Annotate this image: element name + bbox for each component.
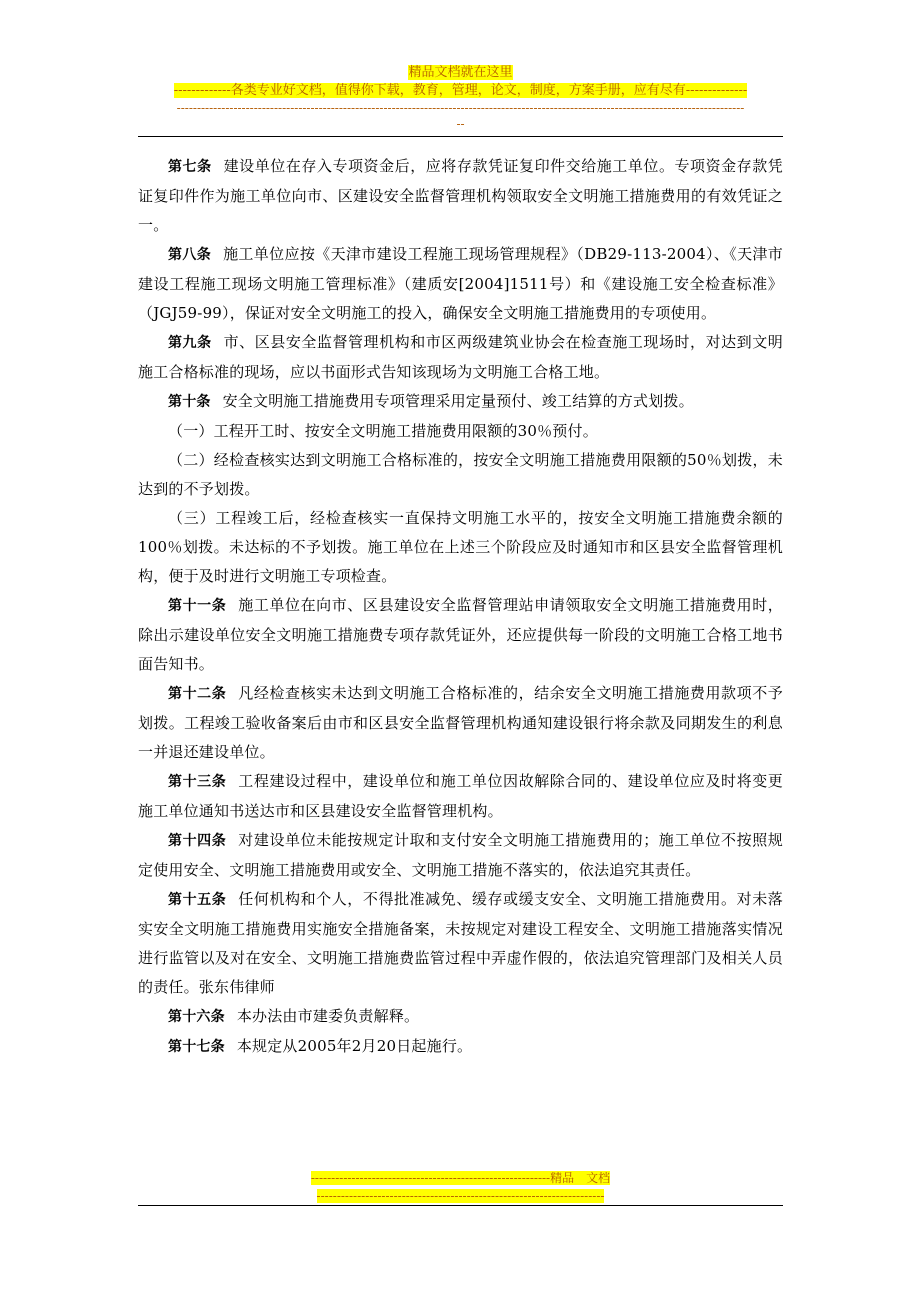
article-label: 第七条 <box>168 159 212 175</box>
article-label: 第十条 <box>168 394 211 410</box>
article-label: 第十三条 <box>168 774 227 790</box>
footer-divider <box>138 1205 783 1206</box>
article-label: 第十七条 <box>168 1039 225 1055</box>
article-text: 施工单位应按《天津市建设工程施工现场管理规程》（DB29-113-2004）、《天津市建设工程施工现场文明施工管理标准》（建质安[2004]1511号）和《建设施工安全检查标准》（JGJ59-99），保证对安全文明施工的投入，确保安全文明施工措施费用的专项使用。 <box>138 245 783 322</box>
article-9 <box>138 328 783 387</box>
footer-line-1: -----------------------------------------------------------精品 文档 <box>310 1171 611 1185</box>
article-text: 工程建设过程中，建设单位和施工单位因故解除合同的、建设单位应及时将变更施工单位通知书送达市和区县建设安全监督管理机构。 <box>138 772 783 820</box>
header-title: 精品文档就在这里 <box>408 65 513 80</box>
subitem-1: （一）工程开工时、按安全文明施工措施费用限额的30％预付。 <box>168 422 598 440</box>
article-text: 任何机构和个人，不得批准减免、缓存或缓支安全、文明施工措施费用。对未落实安全文明施工措施费用实施安全措施备案，未按规定对建设工程安全、文明施工措施落实情况进行监管以及对在安全、文明施工措施费监管过程中弄虚作假的，依法追究管理部门及相关人员的责任。张东伟律师 <box>138 890 783 996</box>
header-dashes-tail: -- <box>456 117 465 131</box>
article-15 <box>138 885 783 1002</box>
footer-line-2: ----------------------------------------------------------------------- <box>316 1189 605 1203</box>
subitem-3: （三）工程竣工后，经检查核实一直保持文明施工水平的，按安全文明施工措施费余额的100％划拨。未达标的不予划拨。施工单位在上述三个阶段应及时通知市和区县安全监督管理机构，便于及时进行文明施工专项检查。 <box>138 509 783 585</box>
article-text: 本办法由市建委负责解释。 <box>236 1007 420 1025</box>
header-tagline: -------------各类专业好文档，值得你下载，教育，管理，论文，制度，方案手册，应有尽有-------------- <box>173 83 748 98</box>
article-label: 第九条 <box>168 335 212 351</box>
article-text: 本规定从2005年2月20日起施行。 <box>236 1037 473 1055</box>
article-8 <box>138 240 783 328</box>
article-text: 凡经检查核实未达到文明施工合格标准的，结余安全文明施工措施费用款项不予划拨。工程竣工验收备案后由市和区县安全监督管理机构通知建设银行将余款及同期发生的利息一并退还建设单位。 <box>138 684 783 761</box>
article-label: 第十五条 <box>168 892 227 908</box>
article-12 <box>138 679 783 767</box>
article-label: 第十二条 <box>168 686 227 702</box>
header-divider <box>138 136 783 137</box>
article-label: 第十一条 <box>168 598 227 614</box>
article-text: 建设单位在存入专项资金后，应将存款凭证复印件交给施工单位。专项资金存款凭证复印件作为施工单位向市、区建设安全监督管理机构领取安全文明施工措施费用的有效凭证之一。 <box>138 157 783 234</box>
article-text: 对建设单位未能按规定计取和支付安全文明施工措施费用的；施工单位不按照规定使用安全、文明施工措施费用或安全、文明施工措施不落实的，依法追究其责任。 <box>138 831 783 879</box>
article-17 <box>138 1032 783 1062</box>
article-14 <box>138 826 783 885</box>
article-label: 第八条 <box>168 247 212 263</box>
subitem-2: （二）经检查核实达到文明施工合格标准的，按安全文明施工措施费用限额的50％划拨，未达到的不予划拨。 <box>138 451 783 498</box>
article-text: 安全文明施工措施费用专项管理采用定量预付、竣工结算的方式划拨。 <box>222 392 694 410</box>
article-10 <box>138 387 783 417</box>
article-text: 施工单位在向市、区县建设安全监督管理站申请领取安全文明施工措施费用时，除出示建设单位安全文明施工措施费专项存款凭证外，还应提供每一阶段的文明施工合格工地书面告知书。 <box>138 596 783 673</box>
article-16 <box>138 1002 783 1032</box>
article-label: 第十四条 <box>168 833 227 849</box>
article-13 <box>138 767 783 826</box>
article-text: 市、区县安全监督管理机构和市区两级建筑业协会在检查施工现场时，对达到文明施工合格标准的现场，应以书面形式告知该现场为文明施工合格工地。 <box>138 333 783 381</box>
header-dashes: -------------------------------------------------------------------------------------------------------------------------------------------- <box>176 101 745 115</box>
document-body <box>138 152 783 1062</box>
article-7 <box>138 152 783 240</box>
article-11 <box>138 591 783 679</box>
page-header <box>138 64 783 131</box>
article-label: 第十六条 <box>168 1009 225 1025</box>
page-footer <box>138 1169 783 1205</box>
